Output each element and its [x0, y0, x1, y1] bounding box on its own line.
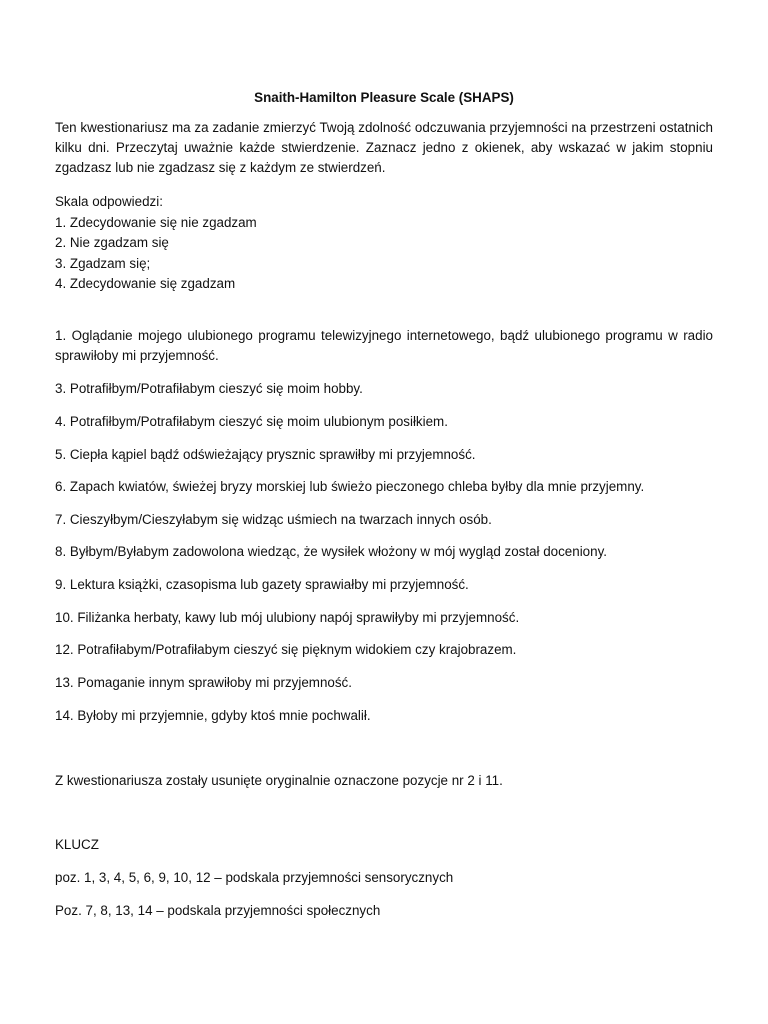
scale-option: 4. Zdecydowanie się zgadzam — [55, 276, 236, 291]
scale-option: 1. Zdecydowanie się nie zgadzam — [55, 214, 257, 230]
questionnaire-item: 7. Cieszyłbym/Cieszyłabym się widząc uśmiech na twarzach innych osób. — [55, 512, 492, 527]
questionnaire-item: 12. Potrafiłabym/Potrafiłabym cieszyć się pięknym widokiem czy krajobrazem. — [55, 642, 517, 657]
questionnaire-item: 9. Lektura książki, czasopisma lub gazety sprawiałby mi przyjemność. — [55, 577, 469, 592]
questionnaire-item: 5. Ciepła kąpiel bądź odświeżający prysznic sprawiłby mi przyjemność. — [55, 447, 476, 462]
document-title: Snaith-Hamilton Pleasure Scale (SHAPS) — [254, 90, 514, 105]
answer-scale — [55, 192, 713, 295]
key-social-subscale: Poz. 7, 8, 13, 14 – podskala przyjemności społecznych — [55, 903, 381, 918]
questionnaire-item: 8. Byłbym/Byłabym zadowolona wiedząc, że wysiłek włożony w mój wygląd został doceniony. — [55, 544, 607, 559]
questionnaire-item: 14. Byłoby mi przyjemnie, gdyby ktoś mnie pochwalił. — [55, 708, 371, 723]
intro-paragraph: Ten kwestionariusz ma za zadanie zmierzyć Twoją zdolność odczuwania przyjemności na przestrzeni ostatnich kilku dni. Przeczytaj uważnie każde stwierdzenie. Zaznacz jedno z okienek, aby wskazać w jakim stopniu zgadzasz lub nie zgadzasz się z każdym ze stwierdzeń. — [55, 120, 713, 175]
scale-option: 3. Zgadzam się; — [55, 255, 151, 271]
scale-option: 2. Nie zgadzam się — [55, 235, 169, 250]
removed-items-note: Z kwestionariusza zostały usunięte oryginalnie oznaczone pozycje nr 2 i 11. — [55, 773, 503, 788]
questionnaire-item: 4. Potrafiłbym/Potrafiłabym cieszyć się moim ulubionym posiłkiem. — [55, 414, 448, 429]
key-sensory-subscale: poz. 1, 3, 4, 5, 6, 9, 10, 12 – podskala przyjemności sensorycznych — [55, 870, 454, 885]
scale-heading: Skala odpowiedzi: — [55, 194, 163, 209]
questionnaire-item: 3. Potrafiłbym/Potrafiłabym cieszyć się moim hobby. — [55, 381, 363, 396]
questionnaire-item: 1. Oglądanie mojego ulubionego programu telewizyjnego internetowego, bądź ulubionego programu w radio sprawiłoby mi przyjemność. — [55, 328, 713, 363]
questionnaire-item: 6. Zapach kwiatów, świeżej bryzy morskiej lub świeżo pieczonego chleba byłby dla mnie przyjemny. — [55, 479, 645, 494]
questionnaire-item: 10. Filiżanka herbaty, kawy lub mój ulubiony napój sprawiłyby mi przyjemność. — [55, 610, 520, 625]
key-heading: KLUCZ — [55, 837, 99, 852]
questionnaire-item: 13. Pomaganie innym sprawiłoby mi przyjemność. — [55, 675, 352, 690]
